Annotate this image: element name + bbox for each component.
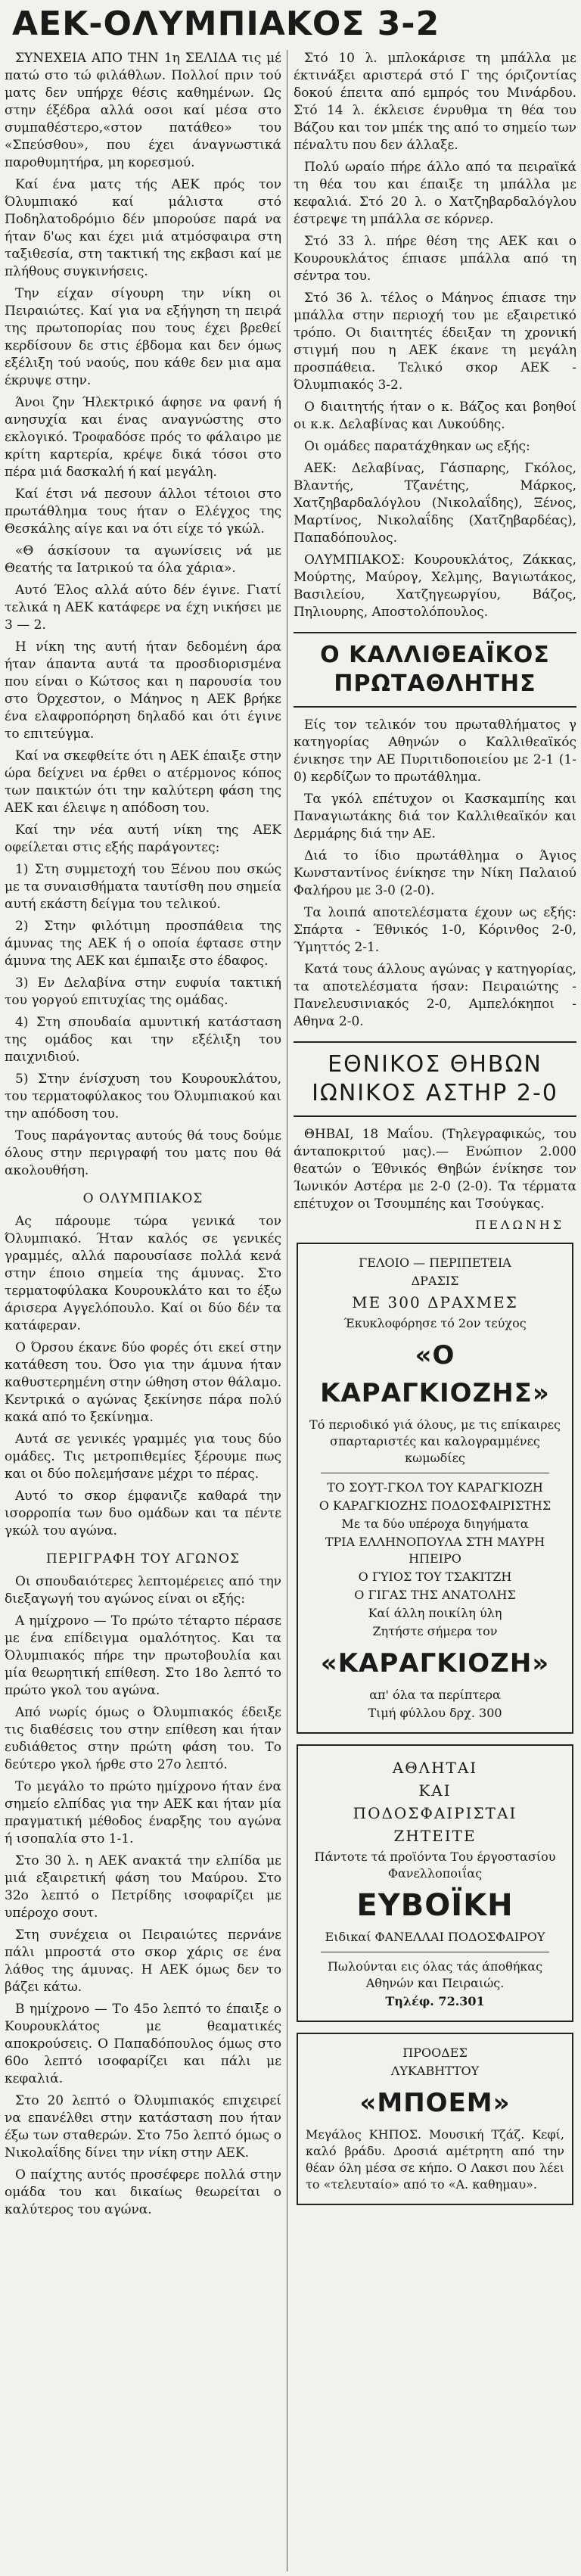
ad-text: ΔΡΑΣΙΣ (411, 1274, 459, 1288)
paragraph: Η νίκη της αυτή ήταν δεδομένη άρα ήταν άπαντα αυτά τα προσδιορισμένα που είναι ο Κώτσος και η παρουσία του στο Όρχεστον, ο Μάηνος η ΑΕΚ βρήκε ένα ελαφροπόρηση δηλαδό και ότι έγινε το επιτεύγμα. (5, 639, 281, 742)
paragraph: Αυτό το σκορ έμφανιζε καθαρά την ισορροπία των δυο ομάδων και τα πέντε γκώλ του αγώνα. (5, 1489, 281, 1538)
ad-text: ΑΘΛΗΤΑΙ (392, 1759, 478, 1777)
paragraph: Ο διαιτητής ήταν ο κ. Βάζος και βοηθοί οι κ.κ. Δελαβίνας και Λυκούδης. (294, 400, 576, 432)
paragraph: Στο 30 λ. η ΑΕΚ ανακτά την ελπίδα με μιά εξαιρετική φάση του Μαύρου. Στο 32ο λεπτό ο Πετρίδης ισοφαρίζει με υπέροχο σουτ. (5, 1853, 281, 1921)
lineup: ΟΛΥΜΠΙΑΚΟΣ: Κουρουκλάτος, Ζάκκας, Μούρτης, Μαύρογ, Χελμης, Βαγιωτάκος, Βασιλείου, Χατζηγεωργίου, Βάζος, Πηλιουρης, Αποστολόπουλος. (294, 552, 576, 620)
ad-price: ΜΕ 300 ΔΡΑΧΜΕΣ (352, 1293, 518, 1311)
headline-kallitheaikos (294, 632, 576, 708)
paragraph: Το μεγάλο το πρώτο ημίχρονο ήταν ένα σημείο ελπίδας για την ΑΕΚ και ήταν μία πραγματική μέθοδος έναρξης του αγώνα ή ισοπαλία στο 1-1. (5, 1779, 281, 1846)
paragraph: Ο παίχτης αυτός προσέφερε πολλά στην ομάδα του και δικαίως θεωρείται ο καλύτερος του αγώνα. (5, 2167, 281, 2217)
ad-text: Μεγάλος ΚΗΠΟΣ. Μουσική Τζάζ. Κεφί, καλό βράδυ. Δροσιά αμέτρητη από την θέαν όλη μέσα σε κήπο. Ο Λακσι που λέει το «τελευταίο» από το «Α. καθημαυ». (306, 2127, 564, 2192)
paragraph: «Θ άσκίσουν τα αγωνίσεις νά με Θεατής τα Ιατρικού τα όλα χάρια». (5, 543, 281, 576)
ad-text: Ο ΚΑΡΑΓΚΙΟΖΗΣ ΠΟΔΟΣΦΑΙΡΙΣΤΗΣ (318, 1498, 551, 1513)
paragraph: Στό 10 λ. μπλοκάρισε τη μπάλλα με έκτινάξει αριστερά στό Γ της όριζοντίας δοκού έπειτα από εμπρός του Μινάρδου. Στό 14 λ. έκλεισε ένρυθμα τη θέα του Βάζου και τον μπέκ της από το σημείο των πέναλτυ που δεν άλλαξε. (294, 51, 576, 153)
ad-brand: «Ο ΚΑΡΑΓΚΙΟΖΗΣ» (320, 1340, 550, 1408)
numbered-item: 5) Στην ένίσχυση του Κουρουκλάτου, του τερματοφύλακος του Όλυμπιακού και την απόδοση του. (5, 1072, 281, 1122)
headline-line: ΕΘΝΙΚΟΣ ΘΗΒΩΝ (328, 1051, 542, 1078)
ad-text: ΚΑΙ (418, 1781, 452, 1800)
paragraph: Την είχαν σίγουρη την νίκη οι Πειραιώτες. Καί για να εξήγηση τη πειρά της πρωτοπορίας που τους έχει βρεθεί κερδίσουν δε στις έβδομα και δεν όμως εξέλιξη τού ναούς, που κάθε δεν μια αμα έκρυψε στην. (5, 286, 281, 388)
newspaper-page (5, 5, 576, 2571)
numbered-item: 2) Στην φιλότιμη προσπάθεια της άμυνας της ΑΕΚ ή ο οποία έφτασε στην άμυνα της ΑΕΚ και έμπαιξε στο έδαφος. (5, 919, 281, 969)
ad-text: ΛΥΚΑΒΗΤΤΟΥ (390, 2064, 480, 2078)
paragraph: Στό 36 λ. τέλος ο Μάηνος έπιασε την μπάλλα στην περιοχή του με εξαιρετικό τρόπο. Οι διαιτητές έδειξαν τη χρονική στιγμή που η ΑΕΚ έκανε τη μεγάλη προσπάθεια. Τελικό σκορ ΑΕΚ - Όλυμπιακός 3-2. (294, 291, 576, 393)
numbered-item: 1) Στη συμμετοχή του Ξένου που σκώς με τα συναισθήματα ταυτίσθη που σημεία αυτή εκάστη δείγμα του τελικού. (5, 862, 281, 912)
paragraph: Τους παράγοντας αυτούς θά τους δούμε όλους στην περιγραφή του ματς που θά ακολουθήση. (5, 1128, 281, 1178)
paragraph: ΣΥΝΕΧΕΙΑ ΑΠΟ ΤΗΝ 1η ΣΕΛΙΔΑ τις μέ πατώ στο τώ φιλάθλων. Πολλοί πριν τού ματς δεν υπήρχε θέσις καθημένων. Ως στην έξέδρα αλλά οσοι καί μέσα στο συμπαθέστερο,«στον πατάθεο» του «Σπεύσθου», που έχει άναγνωστικά παροθυμητήρα, μη κορεσμού. (5, 51, 281, 170)
section-heading-olympiakos: Ο ΟΛΥΜΠΙΑΚΟΣ (82, 1191, 204, 1206)
headline-line: ΠΡΩΤΑΘΛΗΤΗΣ (334, 670, 536, 697)
section-heading-match-description: ΠΕΡΙΓΡΑΦΗ ΤΟΥ ΑΓΩΝΟΣ (46, 1551, 240, 1566)
headline: ΑΕΚ-ΟΛΥΜΠΙΑΚΟΣ 3-2 (12, 5, 440, 43)
ad-text: Ο ΓΙΓΑΣ ΤΗΣ ΑΝΑΤΟΛΗΣ (354, 1588, 516, 1602)
numbered-item: 4) Στη σπουδαία αμυντική κατάσταση της ομάδος και την εξέλιξη του παιχνιδιού. (5, 1015, 281, 1065)
ad-text: Έκυκλοφόρησε τό 2ον τεύχος (343, 1316, 527, 1330)
ad-text: Πωλούνται εις όλας τάς άποθήκας Αθηνών και Πειραιώς. (327, 1959, 543, 1990)
paragraph: Άνοι ζην Ήλεκτρικό άφησε να φανή ή ανησυχία και ένας αναγνώστης στο εκλογικό. Τροφαδόσε πρός το φάλαιρο με κρίτη καρτερία, κρέψε δικά τόσοι στο πέρα μιά δασκαλή ή καί μεγάλη. (5, 395, 281, 480)
paragraph: Από νωρίς όμως ο Όλυμπιακός έδειξε τις διαθέσεις του στην επίθεση και ήταν ευδιάθετος στην πρώτη φάση του. Το δεύτερο γκολ ήρθε στο 27ο λεπτό. (5, 1705, 281, 1772)
lineup: ΑΕΚ: Δελαβίνας, Γάσπαρης, Γκόλος, Βλαντής, Τζανέτης, Μάρκος, Χατζηβαρδαλόγλου (Νικολαΐδης), Ξένος, Μαρτίνος, Νικολαΐδης (Χατζηβαρδέας), Παπαδόπουλος. (294, 461, 576, 546)
paragraph: Είς τον τελικόν του πρωταθλήματος γ κατηγορίας Αθηνών ο Καλλιθεαϊκός ένικησε την ΑΕ Πυριτιδοποιείου με 2-1 (1-0) κερδίζων το πρωτάθλημα. (294, 717, 576, 785)
paragraph: Καί την νέα αυτή νίκη της ΑΕΚ οφείλεται στις εξής παράγοντες: (5, 823, 281, 855)
numbered-item: 3) Εν Δελαβίνα στην ευφυία τακτική του γοργού επιτυχίας της ομάδας. (5, 975, 281, 1008)
left-column (5, 50, 281, 2571)
advertisement-boem (297, 2033, 573, 2205)
ad-text: ΓΕΛΟΙΟ — ΠΕΡΙΠΕΤΕΙΑ (359, 1255, 511, 1270)
ad-text: ΠΡΟΟΔΕΣ (402, 2046, 468, 2060)
paragraph: Διά το ίδιο πρωτάθλημα ο Άγιος Κωνσταντίνος ένίκησε την Νίκη Παλαιού Φαλήρου με 3-0 (2-0). (294, 848, 576, 898)
paragraph: Αυτά σε γενικές γραμμές για τους δύο ομάδες. Τις μετροπιθεμίες ξέρουμε πως και οι δύο πολεμήσανε μέχρι το πέρας. (5, 1432, 281, 1482)
right-column (294, 50, 576, 2571)
paragraph: Καί έτσι νά πεσουν άλλοι τέτοιοι στο πρωτάθλημα τους ήταν ο Ελέγχος της Θεσκάλης αίγε και να ότι είχε τό γκώλ. (5, 487, 281, 537)
ad-text: ΠΟΔΟΣΦΑΙΡΙΣΤΑΙ (353, 1804, 517, 1822)
paragraph: Στο 20 λεπτό ο Όλυμπιακός επιχειρεί να επανέλθει στην κατάσταση που ήταν έξω των σταθερών. Στο 75ο λεπτό όμως ο Νικολαΐδης δίνει την νίκη στην ΑΕΚ. (5, 2093, 281, 2161)
advertisement-evoiki (297, 1744, 573, 2022)
ad-text: Τιμή φύλλου δρχ. 300 (368, 1706, 502, 1720)
headline-line: ΙΩΝΙΚΟΣ ΑΣΤΗΡ 2-0 (312, 1080, 558, 1106)
paragraph: Καί να σκεφθείτε ότι η ΑΕΚ έπαιξε στην ώρα δείχνει να έρθει ο ατέρμονος κόπος των παικτών ότι την καλύτερη φάση της ΑΕΚ και έλειψε η απόδοση του. (5, 748, 281, 816)
paragraph: Καί ένα ματς τής ΑΕΚ πρός τον Όλυμπιακό καί μάλιστα στό Ποδηλατοδρόμιο δέν μπορούσε παρά να ήταν δ'ως και έχει μιά ατμόσφαιρα στη ταξιθεσία, στη τακτική της εκβασι καί με πλήθους συγκινήσεις. (5, 177, 281, 279)
columns (5, 50, 576, 2571)
ad-phone: Τηλέφ. 72.301 (385, 1994, 485, 2008)
paragraph: Οι ομάδες παρατάχθηκαν ως εξής: (304, 439, 530, 454)
paragraph: Α ημίχρονο — Το πρώτο τέταρτο πέρασε με ένα επίδειγμα ομαλότητος. Και τα Όλυμπιακός πήρε την πρωτοβουλία και μία θεωρητική επίθεση. Στο 18ο λεπτό το πρώτο γκολ του αγώνα. (5, 1613, 281, 1698)
ad-brand: «ΜΠΟΕΜ» (359, 2088, 511, 2118)
paragraph: Πολύ ωραίο πήρε άλλο από τα πειραϊκά τη θέα του και έπαιξε τη μπάλλα με κεφαλιά. Στό 20 λ. ο Χατζηβαρδαλόγλου έστρεψε τη μπάλλα σε κόρνερ. (294, 160, 576, 227)
ad-text: Καί άλλη ποικίλη ύλη (368, 1606, 502, 1620)
author-signature: ΠΕΛΩΝΗΣ (475, 1218, 564, 1232)
headline-line: Ο ΚΑΛΛΙΘΕΑΪΚΟΣ (320, 642, 550, 668)
ad-text: Τό περιοδικό γιά όλους, με τις επίκαιρες σπαρταριστές και καλογραμμένες κωμωδίες (309, 1417, 561, 1465)
paragraph: Οι σπουδαιότερες λεπτομέρειες από την διεξαγωγή του αγώνος είναι οι εξής: (5, 1574, 281, 1607)
paragraph: ΘΗΒΑΙ, 18 Μαΐου. (Τηλεγραφικώς, του άνταποκριτού μας).— Ενώπιον 2.000 θεατών ο Έθνικός Θηβών ένίκησε τον Ίωνικόν Αστέρα με 2-0 (2-0). Τα τέρματα επέτυχον οι Τσουμπέης και Τσούγκας. (294, 1127, 576, 1212)
paragraph: Β ημίχρονο — Το 45ο λεπτό το έπαιξε ο Κουρουκλάτος με θεαματικές αποκρούσεις. Ο Παπαδόπουλος όμως στο 60ο λεπτό ισοφαρίζει και πάλι με κεφαλιά. (5, 2002, 281, 2086)
ad-text: απ' όλα τα περίπτερα (369, 1688, 501, 1702)
ad-text: Ο ΓΥΙΟΣ ΤΟΥ ΤΣΑΚΙΤΖΗ (358, 1570, 512, 1584)
ad-text: ΤΡΙΑ ΕΛΛΗΝΟΠΟΥΛΑ ΣΤΗ ΜΑΥΡΗ ΗΠΕΙΡΟ (325, 1535, 545, 1566)
ad-text: Με τα δύο υπέροχα διηγήματα (341, 1517, 529, 1531)
advertisement-karagkiozis (297, 1243, 573, 1734)
paragraph: Στη συνέχεια οι Πειραιώτες περνάνε πάλι μπροστά στο σκορ χάρις σε ένα λάθος της άμυνας. Η ΑΕΚ όμως δεν το βάζει κάτω. (5, 1927, 281, 1995)
paragraph: Τα γκόλ επέτυχον οι Κασκαμπίης και Παναγιωτάκης διά τον Καλλιθεαϊκόν και Δερμάρης διά την ΑΕ. (294, 792, 576, 842)
ad-text: Πάντοτε τά προϊόντα Του έργοστασίου Φανελλοποιΐας (314, 1850, 556, 1881)
ad-text: ΤΟ ΣΟΥΤ-ΓΚΟΛ ΤΟΥ ΚΑΡΑΓΚΙΟΖΗ (327, 1480, 543, 1495)
paragraph: Τα λοιπά αποτελέσματα έχουν ως εξής: Σπάρτα - Έθνικός 1-0, Κόρινθος 2-0, Ύμηττός 2-1. (294, 905, 576, 955)
paragraph: Ας πάρουμε τώρα γενικά τον Όλυμπιακό. Ήταν καλός σε γενικές γραμμές, αλλά παρουσίασε πολλά κενά στην έποιο σημεία της άμυνας. Στο τερματοφύλακα Κουρουκλάτο και το έξω άρισερα Αγγελόπουλο. Καί οι δύο δέν τα κατάφεραν. (5, 1214, 281, 1333)
ad-text: Ειδικαί ΦΑΝΕΛΛΑΙ ΠΟΔΟΣΦΑΙΡΟΥ (325, 1930, 545, 1944)
paragraph: Κατά τους άλλους αγώνας γ κατηγορίας, τα αποτελέσματα ήσαν: Πειραιώτης - Πανελευσινιακός 2-0, Αμπελόκηποι - Αθηνα 2-0. (294, 962, 576, 1029)
ad-brand: «ΚΑΡΑΓΚΙΟΖΗ» (320, 1648, 550, 1678)
ad-brand: ΕΥΒΟΪΚΗ (356, 1888, 514, 1923)
ad-text: ΖΗΤΕΙΤΕ (393, 1827, 477, 1845)
paragraph: Στό 33 λ. πήρε θέση της ΑΕΚ και ο Κουρουκλάτος έπιασε μπάλλα από τη σέντρα του. (294, 234, 576, 284)
headline-ethnikos-thivon (294, 1041, 576, 1117)
paragraph: Ο Όρσου έκανε δύο φορές ότι εκεί στην κατάθεση του. Όσο για την άμυνα ήταν καθυστερημένη στην ώθηση στον θάλαμο. Κεντρικά ο αγώνας ξεκίνησε πάρα πολύ κακά από το ξεκίνημα. (5, 1340, 281, 1425)
paragraph: Αυτό Έλος αλλά αύτο δέν έγινε. Γιατί τελικά η ΑΕΚ κατάφερε να έχη νικήσει με 3 — 2. (5, 583, 281, 633)
ad-text: Ζητήστε σήμερα τον (372, 1624, 498, 1638)
